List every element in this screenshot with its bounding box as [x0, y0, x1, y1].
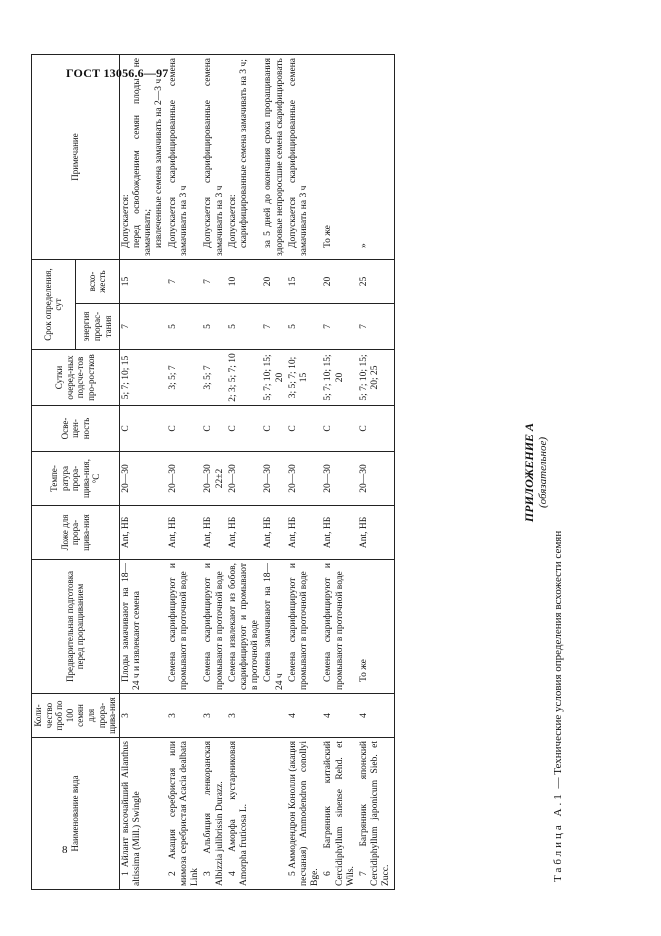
cell-bed: Ant, НБ	[119, 506, 166, 560]
note-line: »	[358, 243, 369, 248]
cell-name: 7 Багрянник японский Cercidiphyllum japonicum Sieb. et Zucc.	[358, 738, 394, 890]
table-caption-text: — Технические условия определения всхожести семян	[552, 530, 564, 789]
table-row	[119, 55, 166, 890]
table-row	[262, 55, 286, 890]
table-caption-label: Таблица А.1	[552, 791, 564, 882]
cell-light: С	[202, 406, 226, 452]
cell-germination: 7	[167, 260, 203, 304]
table-row	[322, 55, 358, 890]
col-header-term-group: Срок определения, сут	[32, 260, 76, 350]
cell-count: 4	[322, 694, 358, 738]
note-line: Допускается скарифицированные семена замачивать на 3 ч	[167, 58, 189, 256]
cell-name: 6 Багрянник китайский Cercidiphyllum sinense Rehd. et Wils.	[322, 738, 358, 890]
cell-count: 3	[167, 694, 203, 738]
cell-days: 5; 7; 10; 15	[119, 350, 166, 406]
cell-energy: 5	[202, 304, 226, 350]
cell-temp: 20—30	[358, 452, 394, 506]
col-header-name: Наименование вида	[32, 738, 120, 890]
cell-prep: Семена скарифицируют и промывают в проточной воде	[322, 560, 358, 694]
cell-count	[262, 694, 286, 738]
note-line: Допускается скарифицированные семена замачивать на 3 ч	[287, 58, 309, 256]
col-header-light: Осве-щен-ность	[32, 406, 120, 452]
cell-count: 4	[358, 694, 394, 738]
cell-days: 3; 5; 7	[202, 350, 226, 406]
cell-germination: 7	[202, 260, 226, 304]
cell-temp: 20—30	[119, 452, 166, 506]
cell-days: 5; 7; 10; 15; 20	[262, 350, 286, 406]
cell-name: 2 Акация серебристая или мимоза серебристая Acacia dealbata Link	[167, 738, 203, 890]
cell-energy: 5	[227, 304, 263, 350]
cell-light: С	[167, 406, 203, 452]
cell-energy: 7	[322, 304, 358, 350]
cell-germination: 20	[322, 260, 358, 304]
cell-name: 4 Аморфа кустарниковая Amorpha fruticosa L.	[227, 738, 263, 890]
col-header-prep: Предварительная подготовка перед проращиванием	[32, 560, 120, 694]
cell-name	[262, 738, 286, 890]
cell-prep: Семена скарифицируют и промывают в проточной воде	[287, 560, 323, 694]
cell-germination: 15	[119, 260, 166, 304]
cell-light: С	[119, 406, 166, 452]
table-row	[167, 55, 203, 890]
cell-note	[167, 55, 203, 260]
cell-light: С	[322, 406, 358, 452]
cell-days: 5; 7; 10; 15; 20; 25	[358, 350, 394, 406]
document-standard-number: ГОСТ 13056.6—97	[66, 66, 169, 80]
cell-bed: Ant, НБ	[358, 506, 394, 560]
table-row	[202, 55, 226, 890]
cell-note	[287, 55, 323, 260]
note-line: То же	[323, 225, 334, 248]
cell-bed: Ant, НБ	[227, 506, 263, 560]
cell-light: С	[227, 406, 263, 452]
cell-energy: 5	[287, 304, 323, 350]
note-line: за 5 дней до окончания срока проращивания здоровые непроросшие семена скарифицировать	[263, 58, 285, 256]
cell-germination: 20	[262, 260, 286, 304]
cell-prep: Семена извлекают из бобов, скарифицируют и промывают в проточной воде	[227, 560, 263, 694]
table-header-row	[32, 55, 76, 890]
cell-bed: Ant, НБ	[167, 506, 203, 560]
note-line: перед освобождением семян плоды не замачивать;	[132, 58, 154, 256]
cell-light: С	[262, 406, 286, 452]
cell-bed: Ant, НБ	[322, 506, 358, 560]
cell-temp: 20—30 22±2	[202, 452, 226, 506]
note-line: Допускается скарифицированные семена замачивать на 3 ч	[203, 58, 225, 256]
appendix-subtitle: (обязательное)	[537, 436, 549, 509]
cell-germination: 25	[358, 260, 394, 304]
col-header-bed: Ложе для прора-щива-ния	[32, 506, 120, 560]
germination-conditions-table	[31, 54, 395, 890]
col-header-temp: Темпе-ратура прора-щива-ния, °С	[32, 452, 120, 506]
col-header-note: Примечание	[32, 55, 120, 260]
table-row	[358, 55, 394, 890]
cell-prep: Семена замачивают на 18—24 ч	[262, 560, 286, 694]
cell-energy: 7	[262, 304, 286, 350]
cell-prep: Семена скарифицируют и промывают в проточной воде	[167, 560, 203, 694]
cell-count: 3	[227, 694, 263, 738]
cell-count: 3	[202, 694, 226, 738]
cell-note	[119, 55, 166, 260]
cell-name: 1 Айлант высочайший Ailanthus altissima (Mill.) Swingle	[119, 738, 166, 890]
cell-energy: 7	[358, 304, 394, 350]
table-body	[119, 55, 394, 890]
cell-energy: 7	[119, 304, 166, 350]
cell-temp: 20—30	[287, 452, 323, 506]
cell-bed: Ant, НБ	[262, 506, 286, 560]
cell-temp: 20—30	[167, 452, 203, 506]
cell-note	[202, 55, 226, 260]
note-line: скарифицированные семена замачивать на 3 ч;	[238, 59, 249, 248]
col-header-germination: всхо-жесть	[75, 260, 119, 304]
cell-days: 5; 7; 10; 15; 20	[322, 350, 358, 406]
cell-note	[262, 55, 286, 260]
table-caption	[552, 531, 564, 882]
cell-germination: 15	[287, 260, 323, 304]
cell-temp: 20—30	[322, 452, 358, 506]
cell-prep: Плоды замачивают на 18—24 ч и извлекают семена	[119, 560, 166, 694]
cell-count: 3	[119, 694, 166, 738]
cell-days: 3; 5; 7; 10; 15	[287, 350, 323, 406]
page-number: 8	[62, 844, 68, 856]
table-row	[227, 55, 263, 890]
cell-temp: 20—30	[262, 452, 286, 506]
cell-prep: То же	[358, 560, 394, 694]
note-line: Допускается:	[120, 194, 131, 248]
cell-prep: Семена скарифицируют и промывают в проточной воде	[202, 560, 226, 694]
table-row	[287, 55, 323, 890]
cell-count: 4	[287, 694, 323, 738]
cell-bed: Ant, НБ	[202, 506, 226, 560]
cell-note	[358, 55, 394, 260]
cell-name: 5 Аммодендрон Конолли (акация песчаная) Ammodendron conollyi Bge.	[287, 738, 323, 890]
cell-bed: Ant, НБ	[287, 506, 323, 560]
cell-energy: 5	[167, 304, 203, 350]
rotated-table-block	[31, 55, 611, 890]
cell-germination: 10	[227, 260, 263, 304]
cell-name: 3 Альбиция ленкоранская Albizzia julibrissin Durazz.	[202, 738, 226, 890]
cell-temp: 20—30	[227, 452, 263, 506]
col-header-energy: энергия прорас-тания	[75, 304, 119, 350]
cell-days: 3; 5; 7	[167, 350, 203, 406]
note-line: извлеченные семена замачивать на 2—3 ч	[154, 78, 165, 248]
col-header-days: Сутки очеред-ных подсче-тов про-ростков	[32, 350, 120, 406]
appendix-title: ПРИЛОЖЕНИЕ А	[522, 422, 536, 523]
cell-days: 2; 3; 5; 7; 10	[227, 350, 263, 406]
cell-light: С	[287, 406, 323, 452]
col-header-count: Коли-чество проб по 100 семян для прора-щива-ния	[32, 694, 120, 738]
cell-light: С	[358, 406, 394, 452]
cell-note	[322, 55, 358, 260]
cell-note	[227, 55, 263, 260]
note-line: Допускается:	[227, 194, 238, 248]
